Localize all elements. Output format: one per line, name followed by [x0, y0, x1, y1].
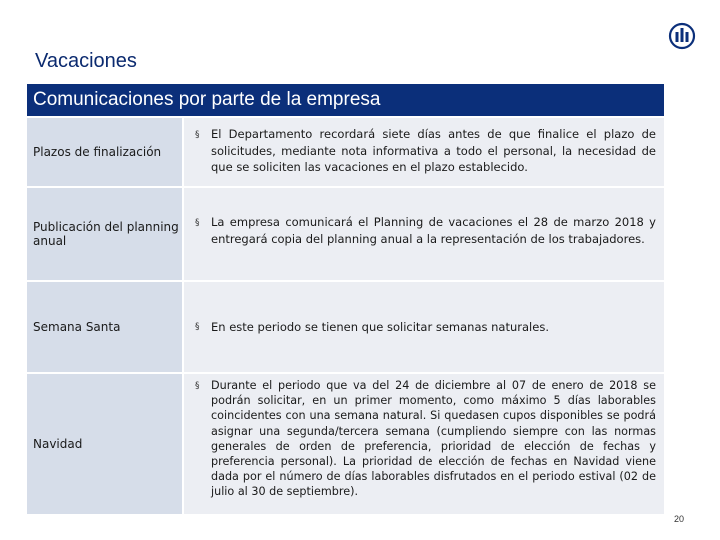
- table-row: [27, 374, 664, 514]
- row-text: Durante el periodo que va del 24 de diciembre al 07 de enero de 2018 se podrán solicitar, en un primer momento, como máximo 5 días laborables coincidentes con una semana natural. Si quedasen cupos disponibles se podrá asignar una segunda/tercera semana (cumpliendo siempre con las normas generales de orden de preferencia, prioridad de elección de fechas y preferencia personal). La prioridad de elección de fechas en Navidad viene dada por el número de días laborables disfrutados en el periodo estival (02 de julio al 30 de septiembre).: [211, 379, 656, 499]
- allianz-logo-icon: [668, 22, 696, 50]
- row-label: Navidad: [27, 374, 182, 514]
- table-row: [27, 188, 664, 280]
- row-label: Publicación del planning anual: [27, 188, 182, 280]
- bullet-icon: §: [195, 218, 200, 228]
- row-label: Plazos de finalización: [27, 118, 182, 186]
- row-text: En este periodo se tienen que solicitar semanas naturales.: [211, 319, 549, 334]
- row-text-cell: [184, 282, 664, 372]
- row-text-cell: [184, 374, 664, 514]
- table-row: [27, 282, 664, 372]
- row-text: La empresa comunicará el Planning de vacaciones el 28 de marzo 2018 y entregará copia del planning anual a la representación de los trabajadores.: [211, 215, 656, 246]
- row-text-cell: [184, 118, 664, 186]
- page-number: 20: [674, 514, 685, 524]
- bullet-icon: §: [195, 381, 200, 391]
- row-text: El Departamento recordará siete días antes de que finalice el plazo de solicitudes, mediante nota informativa a todo el personal, la necesidad de que se soliciten las vacaciones en el plazo establecido.: [211, 127, 656, 174]
- section-banner: Comunicaciones por parte de la empresa: [27, 84, 664, 116]
- bullet-icon: §: [195, 130, 200, 140]
- row-label: Semana Santa: [27, 282, 182, 372]
- table-row: [27, 118, 664, 186]
- row-text-cell: [184, 188, 664, 280]
- page-title: Vacaciones: [35, 50, 137, 72]
- bullet-icon: §: [195, 321, 200, 332]
